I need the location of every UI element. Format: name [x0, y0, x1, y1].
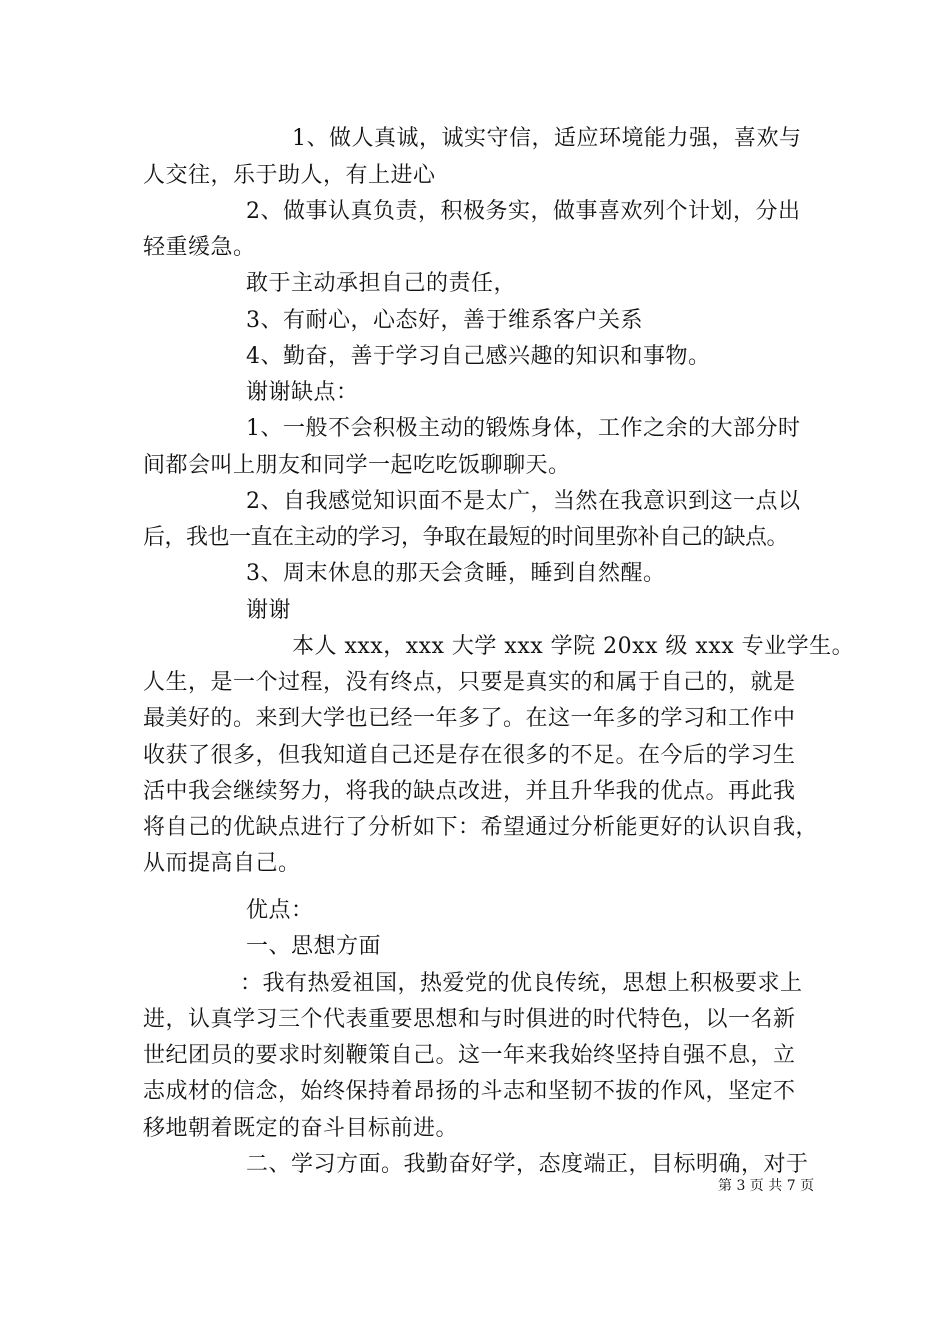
section-heading: 一、思想方面 — [246, 934, 382, 959]
text-line: 将自己的优缺点进行了分析如下：希望通过分析能更好的认识自我， — [143, 815, 819, 840]
text-line: 3、有耐心，心态好，善于维系客户关系 — [246, 308, 643, 333]
text-line: 最美好的。来到大学也已经一年多了。在这一年多的学习和工作中 — [143, 706, 796, 731]
text-line: 间都会叫上朋友和同学一起吃吃饭聊聊天。 — [143, 453, 571, 478]
text-line: 轻重缓急。 — [143, 235, 256, 260]
text-line: 二、学习方面。我勤奋好学，态度端正，目标明确，对于 — [246, 1152, 809, 1177]
text-line: 本人 xxx，xxx 大学 xxx 学院 20xx 级 xxx 专业学生。 — [292, 634, 855, 659]
text-line: 人生，是一个过程，没有终点，只要是真实的和属于自己的，就是 — [143, 670, 796, 695]
text-line: 进，认真学习三个代表重要思想和与时俱进的时代特色，以一名新 — [143, 1007, 796, 1032]
page-number-footer: 第 3 页 共 7 页 — [718, 1178, 815, 1194]
text-line: 敢于主动承担自己的责任， — [246, 271, 517, 296]
section-heading: 优点： — [246, 898, 314, 923]
text-line: 后，我也一直在主动的学习，争取在最短的时间里弥补自己的缺点。 — [143, 525, 789, 550]
text-line: 1、一般不会积极主动的锻炼身体，工作之余的大部分时 — [246, 416, 801, 441]
text-line: 收获了很多，但我知道自己还是存在很多的不足。在今后的学习生 — [143, 743, 796, 768]
text-line: 世纪团员的要求时刻鞭策自己。这一年来我始终坚持自强不息，立 — [143, 1043, 796, 1068]
text-line: 活中我会继续努力，将我的缺点改进，并且升华我的优点。再此我 — [143, 779, 796, 804]
text-line: 谢谢 — [246, 598, 292, 623]
text-line: 1、做人真诚，诚实守信，适应环境能力强，喜欢与 — [292, 126, 802, 151]
text-line: ：我有热爱祖国，热爱党的优良传统，思想上积极要求上 — [240, 971, 803, 996]
text-line: 志成材的信念，始终保持着昂扬的斗志和坚韧不拔的作风，坚定不 — [143, 1079, 796, 1104]
text-line: 从而提高自己。 — [143, 851, 301, 876]
text-line: 移地朝着既定的奋斗目标前进。 — [143, 1116, 459, 1141]
text-line: 人交往，乐于助人，有上进心 — [143, 163, 436, 188]
text-line: 3、周末休息的那天会贪睡，睡到自然醒。 — [246, 561, 666, 586]
text-line: 2、做事认真负责，积极务实，做事喜欢列个计划，分出 — [246, 199, 801, 224]
text-line: 4、勤奋，善于学习自己感兴趣的知识和事物。 — [246, 344, 711, 369]
text-line: 谢谢缺点： — [246, 380, 359, 405]
text-line: 2、自我感觉知识面不是太广，当然在我意识到这一点以 — [246, 489, 801, 514]
